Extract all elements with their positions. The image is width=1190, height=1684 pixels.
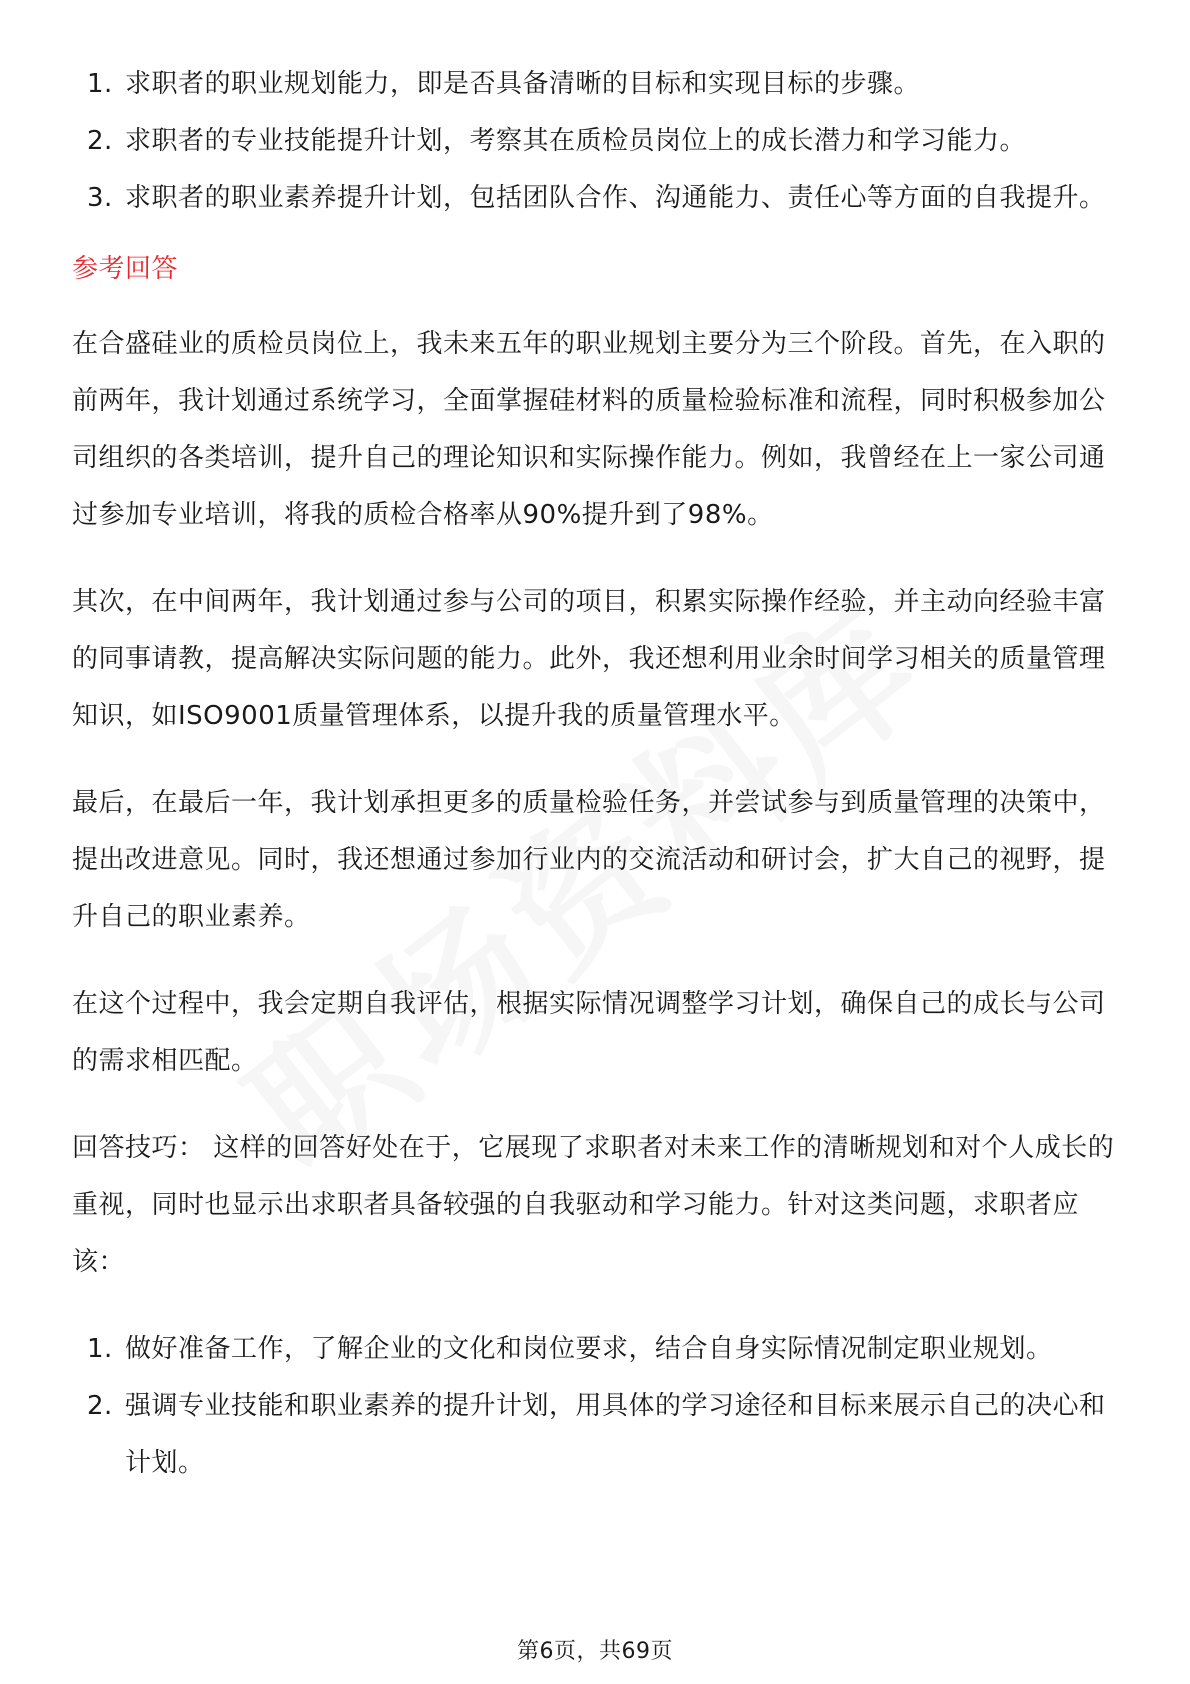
section-title: 参考回答 bbox=[72, 254, 179, 284]
paragraph: 其次，在中间两年，我计划通过参与公司的项目，积累实际操作经验，并主动向经验丰富的同事请教，提高解决实际问题的能力。此外，我还想利用业余时间学习相关的质量管理知识，如ISO9001质量管理体系，以提升我的质量管理水平。 bbox=[72, 587, 1106, 731]
page-content bbox=[72, 56, 1120, 1492]
list-item-text: 求职者的专业技能提升计划，考察其在质检员岗位上的成长潜力和学习能力。 bbox=[125, 126, 1027, 156]
list-number: 2. bbox=[87, 1391, 113, 1421]
list-number: 1. bbox=[87, 69, 113, 99]
list-number: 3. bbox=[87, 183, 113, 213]
list-item bbox=[72, 1321, 1120, 1378]
answer-tips-paragraph: 回答技巧： 这样的回答好处在于，它展现了求职者对未来工作的清晰规划和对个人成长的重视，同时也显示出求职者具备较强的自我驱动和学习能力。针对这类问题，求职者应该： bbox=[72, 1133, 1115, 1277]
list-number: 1. bbox=[87, 1334, 113, 1364]
paragraph: 在合盛硅业的质检员岗位上，我未来五年的职业规划主要分为三个阶段。首先，在入职的前两年，我计划通过系统学习，全面掌握硅材料的质量检验标准和流程，同时积极参加公司组织的各类培训，提升自己的理论知识和实际操作能力。例如，我曾经在上一家公司通过参加专业培训，将我的质检合格率从90%提升到了98%。 bbox=[72, 329, 1106, 530]
list-item-text: 求职者的职业规划能力，即是否具备清晰的目标和实现目标的步骤。 bbox=[125, 69, 921, 99]
paragraph: 最后，在最后一年，我计划承担更多的质量检验任务，并尝试参与到质量管理的决策中，提出改进意见。同时，我还想通过参加行业内的交流活动和研讨会，扩大自己的视野，提升自己的职业素养。 bbox=[72, 788, 1106, 932]
list-item bbox=[72, 1378, 1120, 1492]
list-item-text: 求职者的职业素养提升计划，包括团队合作、沟通能力、责任心等方面的自我提升。 bbox=[125, 183, 1106, 213]
list-number: 2. bbox=[87, 126, 113, 156]
list-item bbox=[72, 56, 1120, 113]
bottom-numbered-list bbox=[72, 1321, 1120, 1492]
list-item-text: 做好准备工作，了解企业的文化和岗位要求，结合自身实际情况制定职业规划。 bbox=[125, 1334, 1053, 1364]
list-item bbox=[72, 170, 1120, 227]
top-numbered-list bbox=[72, 56, 1120, 227]
list-item bbox=[72, 113, 1120, 170]
paragraph: 在这个过程中，我会定期自我评估，根据实际情况调整学习计划，确保自己的成长与公司的需求相匹配。 bbox=[72, 989, 1106, 1076]
list-item-text: 强调专业技能和职业素养的提升计划，用具体的学习途径和目标来展示自己的决心和计划。 bbox=[125, 1391, 1106, 1478]
page-footer: 第6页，共69页 bbox=[517, 1639, 673, 1664]
